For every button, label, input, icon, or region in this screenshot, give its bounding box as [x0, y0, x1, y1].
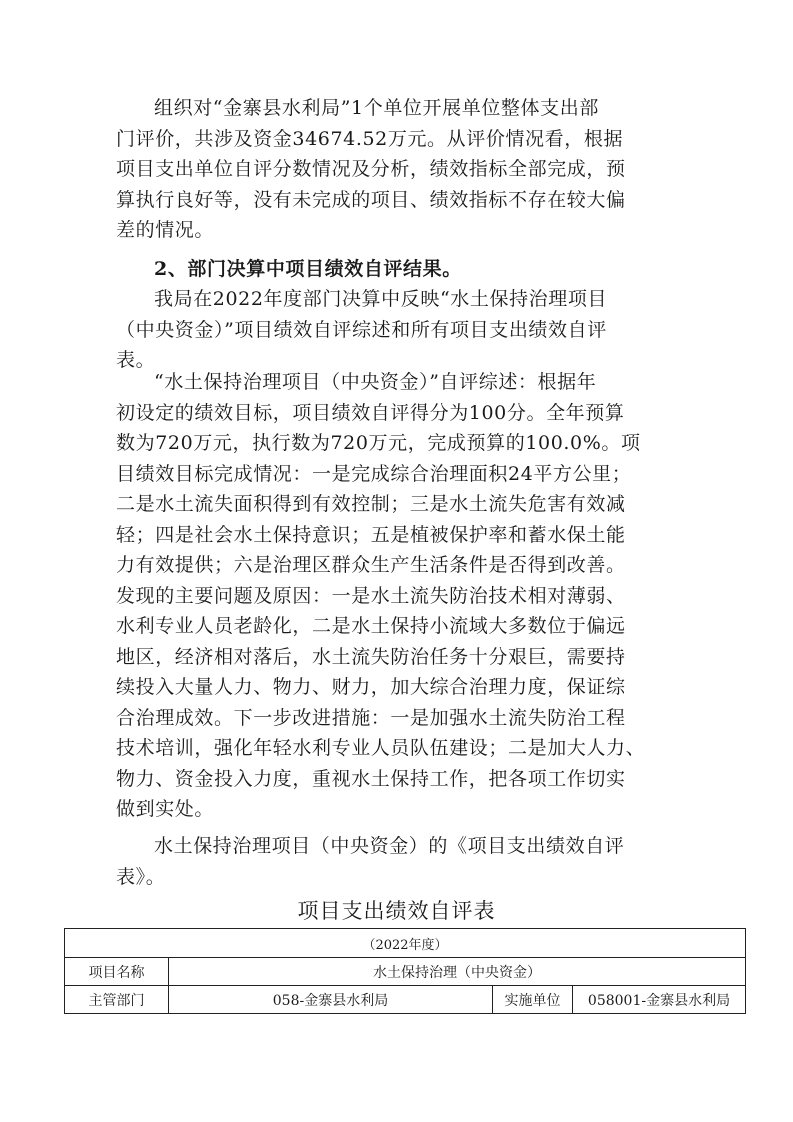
text-line: 项目支出单位自评分数情况及分析，绩效指标全部完成，预: [116, 158, 626, 180]
dept-value: 058-金寨县水利局: [169, 986, 493, 1014]
text-line: 地区，经济相对落后，水土流失防治任务十分艰巨，需要持: [116, 645, 626, 668]
paragraph-report-intro: [116, 284, 676, 376]
text-line: 续投入大量人力、物力、财力，加大综合治理力度，保证综: [116, 676, 626, 698]
text-line: 目绩效目标完成情况：一是完成综合治理面积24平方公里；: [116, 462, 632, 485]
project-name-value: 水土保持治理（中央资金）: [169, 958, 746, 986]
dept-label: 主管部门: [65, 986, 169, 1014]
text-line: 水利专业人员老龄化，二是水土保持小流域大多数位于偏远: [116, 615, 626, 637]
paragraph-self-evaluation-overview: [116, 367, 676, 825]
paragraph-table-reference: [116, 831, 676, 892]
text-line: 初设定的绩效目标，项目绩效自评得分为100分。全年预算: [116, 401, 625, 424]
impl-value: 058001-金寨县水利局: [573, 986, 746, 1014]
text-line: 水土保持治理项目（中央资金）的《项目支出绩效自评: [154, 835, 625, 857]
table-title: 项目支出绩效自评表: [297, 899, 496, 923]
section-heading: 2、部门决算中项目绩效自评结果。: [154, 258, 462, 280]
performance-evaluation-table: [64, 928, 746, 1014]
impl-label: 实施单位: [493, 986, 573, 1014]
table-row: [65, 929, 746, 958]
text-line: 表》。: [116, 865, 166, 888]
project-name-label: 项目名称: [65, 958, 169, 986]
paragraph-evaluation-summary: [116, 93, 676, 246]
text-line: 发现的主要问题及原因：一是水土流失防治技术相对薄弱、: [116, 584, 626, 607]
text-line: 数为720万元，执行数为720万元，完成预算的100.0%。项: [116, 432, 641, 454]
text-line: 轻；四是社会水土保持意识；五是植被保护率和蓄水保土能: [116, 523, 626, 546]
table-year-cell: （2022年度）: [65, 929, 746, 958]
text-line: 表。: [116, 349, 156, 371]
text-line: 技术培训，强化年轻水利专业人员队伍建设；二是加大人力、: [116, 737, 646, 759]
table-row: [65, 958, 746, 986]
text-line: 我局在2022年度部门决算中反映“水土保持治理项目: [154, 288, 608, 310]
text-line: 物力、资金投入力度，重视水土保持工作，把各项工作切实: [116, 767, 626, 790]
text-line: 组织对“金寨县水利局”1个单位开展单位整体支出部: [154, 97, 599, 119]
text-line: 差的情况。: [116, 219, 215, 241]
text-line: 二是水土流失面积得到有效控制；三是水土流失危害有效减: [116, 493, 626, 515]
text-line: 力有效提供；六是治理区群众生产生活条件是否得到改善。: [116, 554, 626, 576]
text-line: （中央资金）”项目绩效自评综述和所有项目支出绩效自评: [116, 318, 607, 341]
table-row: [65, 986, 746, 1014]
text-line: 做到实处。: [116, 798, 215, 820]
text-line: “水土保持治理项目（中央资金）”自评综述：根据年: [154, 371, 597, 393]
text-line: 门评价，共涉及资金34674.52万元。从评价情况看，根据: [116, 127, 624, 150]
text-line: 合治理成效。下一步改进措施：一是加强水土流失防治工程: [116, 706, 626, 729]
text-line: 算执行良好等，没有未完成的项目、绩效指标不存在较大偏: [116, 188, 626, 211]
